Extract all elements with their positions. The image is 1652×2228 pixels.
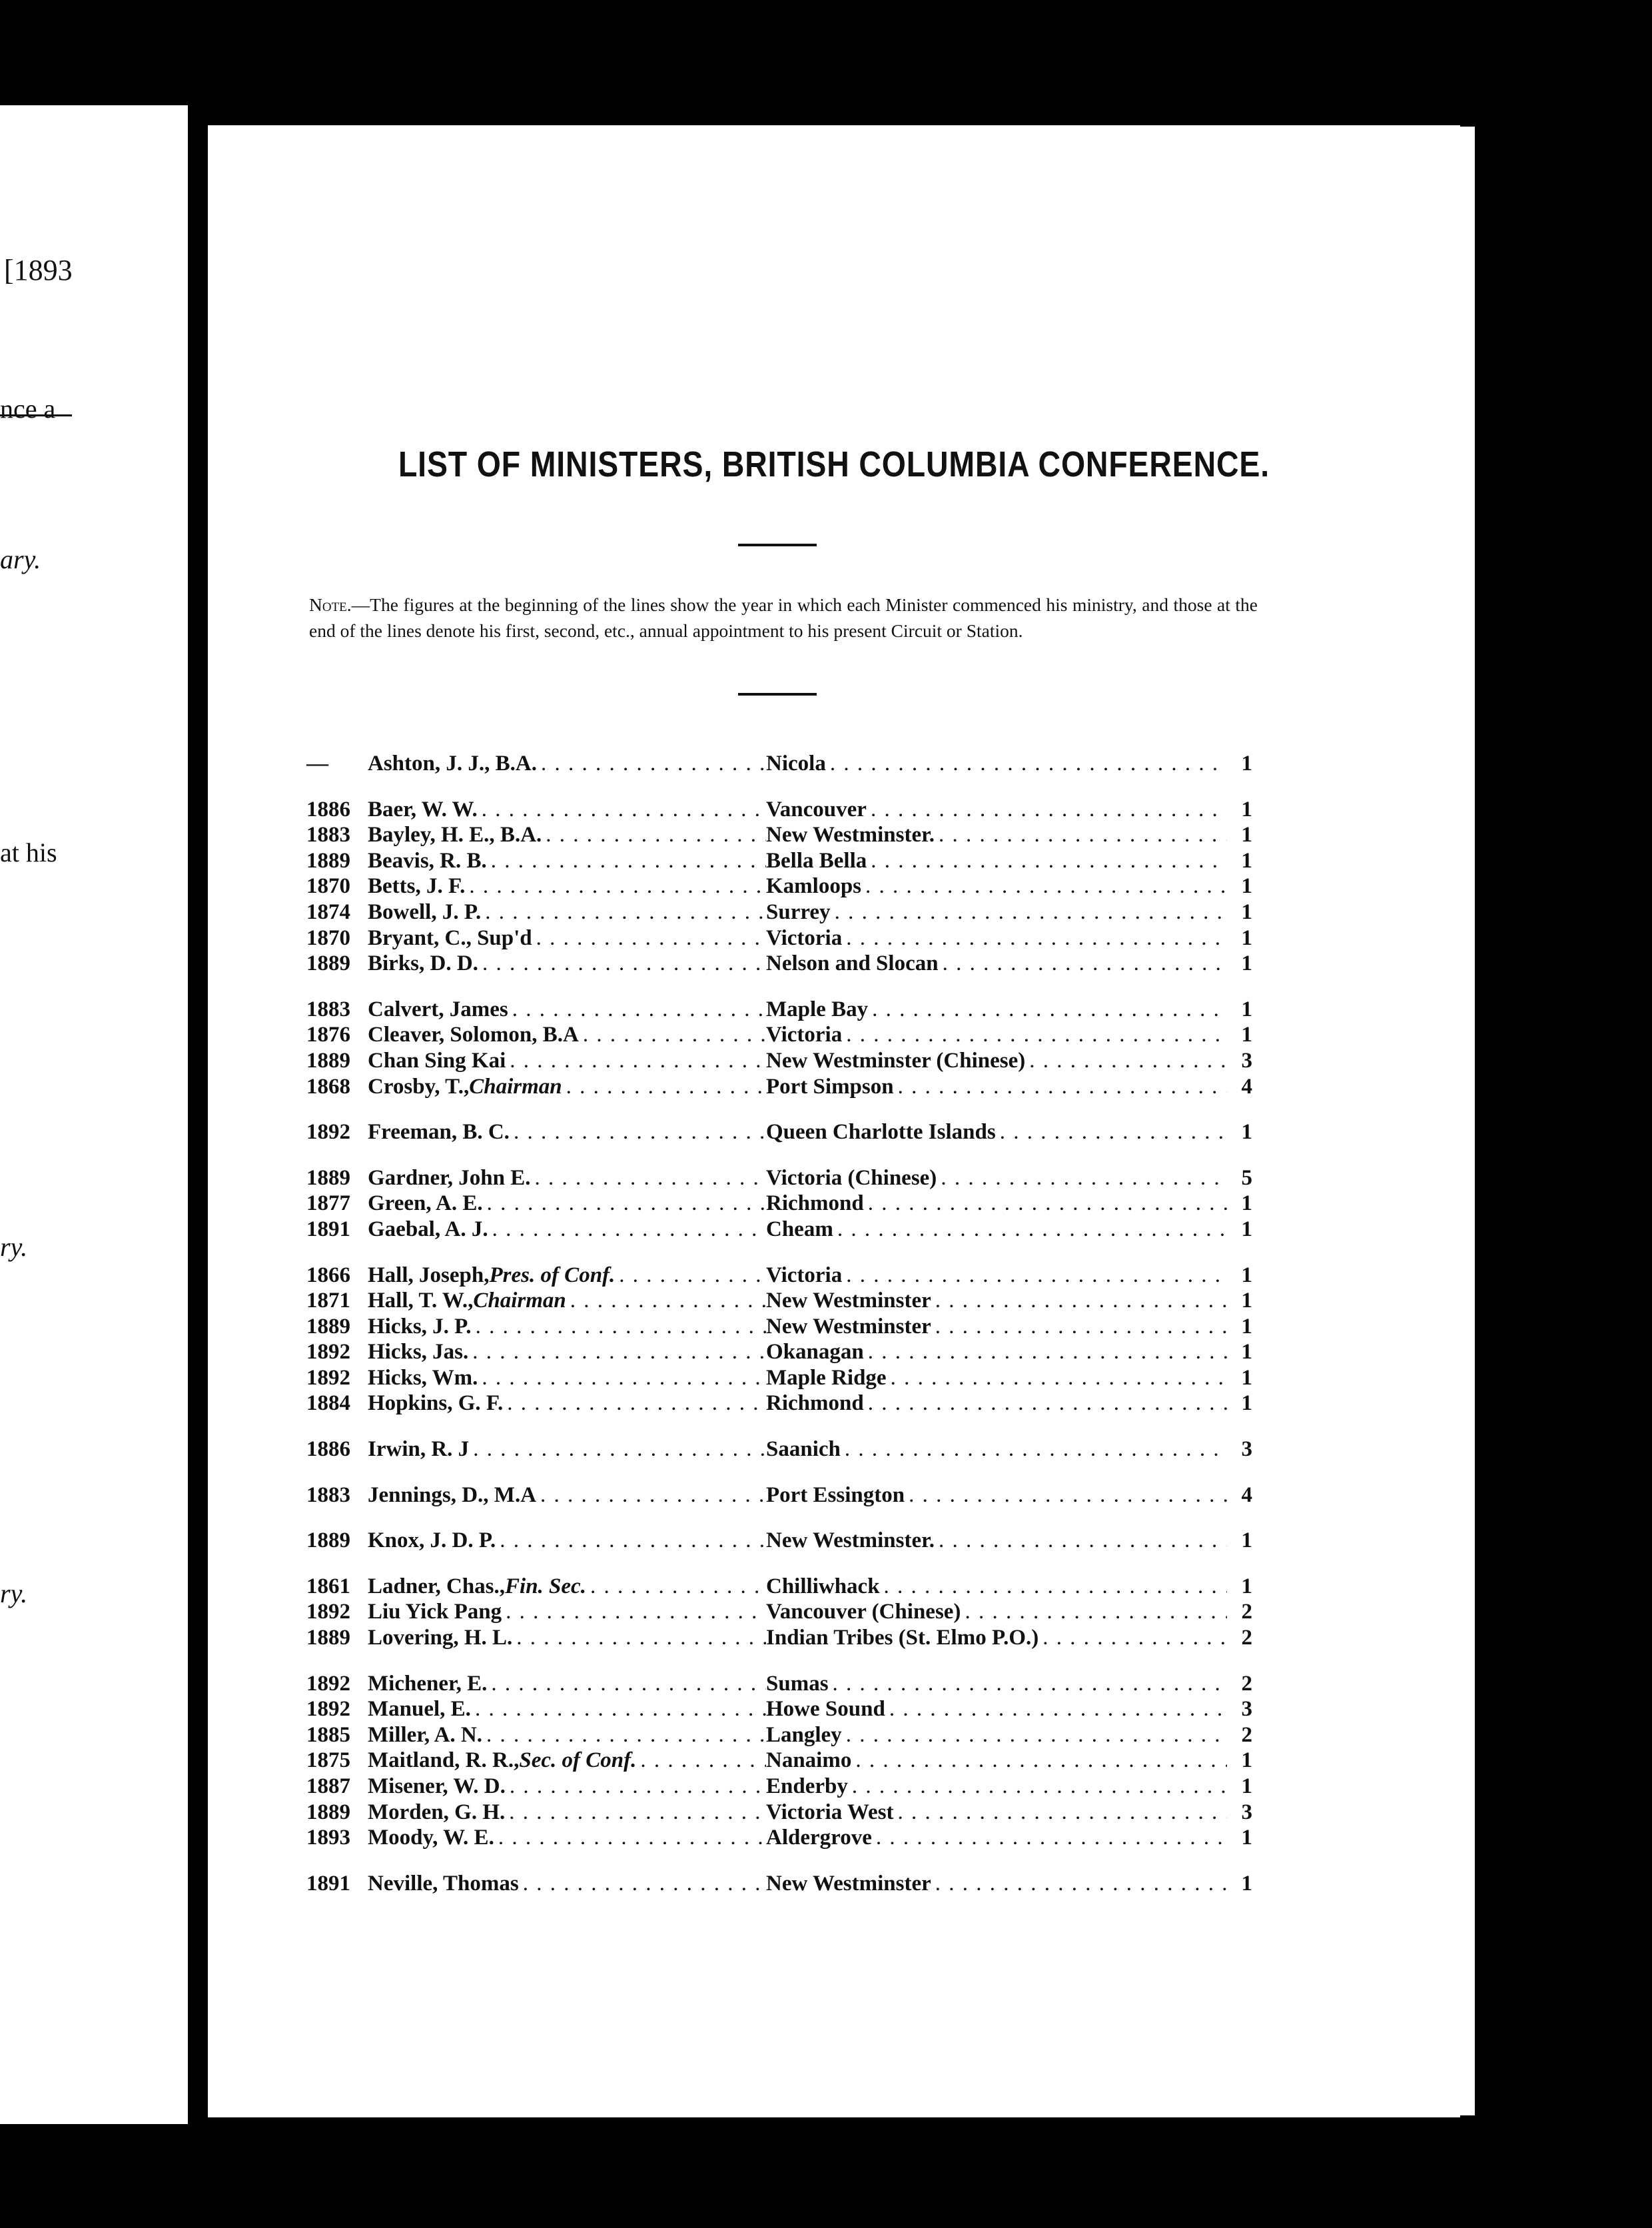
leader-dots [483, 1191, 766, 1216]
minister-name: Bryant, C., Sup'd [368, 925, 532, 950]
start-year: 1885 [306, 1722, 350, 1747]
start-year: — [306, 752, 328, 776]
leader-dots [831, 900, 1227, 925]
minister-row [306, 1340, 1252, 1366]
appointment-count: 1 [1241, 1871, 1252, 1896]
start-year: 1875 [306, 1748, 350, 1773]
fragment-text: at his [0, 837, 57, 867]
appointment-count: 1 [1241, 1217, 1252, 1241]
start-year: 1883 [306, 1482, 350, 1507]
leader-dots [885, 1697, 1227, 1722]
leader-dots [519, 1872, 766, 1896]
station-name: New Westminster. [766, 1528, 935, 1553]
leader-dots [472, 1315, 766, 1339]
divider-rule [738, 544, 817, 546]
start-year: 1889 [306, 1528, 350, 1553]
minister-name: Misener, W. D. [368, 1774, 506, 1798]
leader-dots [508, 997, 766, 1022]
minister-group [306, 798, 1252, 977]
leader-dots [961, 1600, 1227, 1624]
leader-dots [487, 1672, 766, 1696]
minister-row [306, 752, 1252, 778]
minister-name: Manuel, E. [368, 1697, 471, 1722]
station-name: Vancouver [766, 797, 867, 822]
minister-name: Gardner, John E. [368, 1165, 531, 1190]
start-year: 1891 [306, 1871, 350, 1896]
minister-row [306, 926, 1252, 952]
minister-group [306, 1574, 1252, 1652]
start-year: 1876 [306, 1023, 350, 1047]
appointment-count: 1 [1241, 874, 1252, 899]
leader-dots [471, 1697, 766, 1722]
leader-dots [465, 874, 766, 899]
minister-name: Morden, G. H. [368, 1800, 506, 1824]
minister-name: Hopkins, G. F. [368, 1391, 504, 1416]
minister-row [306, 1120, 1252, 1146]
minister-name: Crosby, T., [368, 1074, 470, 1099]
station-name: Victoria (Chinese) [766, 1165, 937, 1190]
station-name: Maple Ridge [766, 1365, 887, 1390]
start-year: 1887 [306, 1774, 350, 1798]
minister-row [306, 1626, 1252, 1652]
leader-dots [864, 1340, 1227, 1365]
start-year: 1892 [306, 1600, 350, 1624]
start-year: 1889 [306, 1165, 350, 1190]
minister-name: Jennings, D., M.A [368, 1482, 537, 1507]
minister-row [306, 1366, 1252, 1392]
leader-dots [478, 1366, 766, 1391]
leader-dots [937, 1166, 1227, 1191]
leader-dots [833, 1217, 1227, 1242]
station-name: Queen Charlotte Islands [766, 1120, 996, 1145]
minister-name: Calvert, James [368, 997, 508, 1021]
leader-dots [506, 1774, 766, 1799]
minister-row [306, 900, 1252, 926]
leader-dots [505, 1800, 766, 1825]
minister-group [306, 1672, 1252, 1852]
station-name: Enderby [766, 1774, 848, 1798]
station-name: Kamloops [766, 874, 862, 899]
station-name: Cheam [766, 1217, 833, 1241]
appointment-count: 1 [1241, 899, 1252, 924]
minister-name: Maitland, R. R., [368, 1748, 520, 1773]
leader-dots [494, 1826, 766, 1850]
minister-name: Bayley, H. E., B.A. [368, 823, 542, 847]
leader-dots [826, 752, 1227, 776]
station-name: Langley [766, 1722, 842, 1747]
minister-name: Baer, W. W. [368, 797, 478, 822]
note-text: —The figures at the beginning of the lines show the year in which each Minister commenced his ministry, and those at the end of the lines denote his first, second, etc., annual appointment to his present Circuit or Station. [309, 594, 1258, 641]
leader-dots [562, 1075, 766, 1099]
station-name: Aldergrove [766, 1826, 872, 1850]
start-year: 1892 [306, 1365, 350, 1390]
appointment-count: 1 [1241, 1023, 1252, 1047]
leader-dots [536, 1483, 766, 1508]
station-name: Richmond [766, 1391, 864, 1416]
start-year: 1883 [306, 823, 350, 847]
leader-dots [996, 1120, 1227, 1145]
leader-dots [848, 1774, 1227, 1799]
minister-row [306, 1574, 1252, 1600]
start-year: 1892 [306, 1671, 350, 1696]
minister-name: Hall, T. W., [368, 1289, 474, 1313]
minister-name: Gaebal, A. J. [368, 1217, 488, 1241]
minister-name: Liu Yick Pang [368, 1600, 502, 1624]
leader-dots [851, 1748, 1227, 1773]
minister-group [306, 752, 1252, 778]
start-year: 1866 [306, 1263, 350, 1287]
leader-dots [532, 926, 766, 951]
minister-role: Chairman [469, 1074, 562, 1099]
leader-dots [894, 1075, 1227, 1099]
minister-row [306, 1437, 1252, 1463]
start-year: 1892 [306, 1697, 350, 1722]
appointment-count: 2 [1241, 1626, 1252, 1650]
fragment-text: nce a [0, 394, 56, 424]
leader-dots [872, 1826, 1227, 1850]
start-year: 1870 [306, 925, 350, 950]
leader-dots [502, 1600, 766, 1624]
appointment-count: 1 [1241, 1289, 1252, 1313]
leader-dots [487, 849, 766, 873]
appointment-count: 1 [1241, 1120, 1252, 1145]
minister-group [306, 1483, 1252, 1509]
appointment-count: 3 [1241, 1437, 1252, 1462]
minister-group [306, 1872, 1252, 1898]
leader-dots [469, 1437, 766, 1462]
minister-role: Sec. of Conf. [519, 1748, 637, 1773]
minister-name: Hicks, Jas. [368, 1340, 469, 1365]
station-name: Victoria [766, 925, 843, 950]
minister-name: Chan Sing Kai [368, 1048, 506, 1073]
leader-dots [841, 1437, 1227, 1462]
appointment-count: 4 [1241, 1074, 1252, 1099]
start-year: 1893 [306, 1826, 350, 1850]
start-year: 1868 [306, 1074, 350, 1099]
appointment-count: 1 [1241, 951, 1252, 976]
minister-name: Lovering, H. L. [368, 1626, 513, 1650]
station-name: New Westminster (Chinese) [766, 1048, 1026, 1073]
station-name: Sumas [766, 1671, 829, 1696]
document-page [208, 125, 1460, 2117]
leader-dots [939, 951, 1227, 976]
minister-row [306, 874, 1252, 900]
page-title: LIST OF MINISTERS, BRITISH COLUMBIA CONFERENCE. [398, 444, 1270, 484]
minister-row [306, 1800, 1252, 1826]
minister-name: Moody, W. E. [368, 1826, 494, 1850]
minister-group [306, 1263, 1252, 1418]
minister-row [306, 1049, 1252, 1075]
leader-dots [880, 1574, 1227, 1599]
minister-row [306, 1075, 1252, 1101]
appointment-count: 1 [1241, 1774, 1252, 1798]
appointment-count: 1 [1241, 1748, 1252, 1773]
leader-dots [481, 900, 766, 925]
station-name: Victoria [766, 1263, 843, 1287]
minister-name: Green, A. E. [368, 1191, 483, 1216]
leader-dots [861, 874, 1227, 899]
leader-dots [887, 1366, 1227, 1391]
minister-role: Fin. Sec. [505, 1574, 586, 1598]
station-name: Port Essington [766, 1482, 905, 1507]
minister-group [306, 997, 1252, 1100]
leader-dots [864, 1391, 1227, 1416]
appointment-count: 1 [1241, 1365, 1252, 1390]
minister-name: Hall, Joseph, [368, 1263, 490, 1287]
minister-list [306, 752, 1252, 1917]
appointment-count: 1 [1241, 1314, 1252, 1339]
leader-dots [842, 1023, 1227, 1047]
leader-dots [864, 1191, 1227, 1216]
appointment-count: 2 [1241, 1600, 1252, 1624]
minister-row [306, 997, 1252, 1023]
minister-name: Ashton, J. J., B.A. [368, 752, 537, 776]
leader-dots [468, 1340, 766, 1365]
minister-name: Birks, D. D. [368, 951, 478, 976]
leader-dots [868, 997, 1227, 1022]
station-name: New Westminster [766, 1871, 931, 1896]
leader-dots [510, 1120, 766, 1145]
appointment-count: 4 [1241, 1482, 1252, 1507]
leader-dots [842, 926, 1227, 951]
leader-dots [905, 1483, 1227, 1508]
minister-row [306, 1872, 1252, 1898]
leader-dots [867, 798, 1227, 822]
minister-role: Chairman [473, 1289, 566, 1313]
leader-dots [636, 1748, 766, 1773]
minister-row [306, 1600, 1252, 1626]
fragment-text: ry. [0, 1232, 28, 1262]
leader-dots [935, 823, 1227, 847]
leader-dots [579, 1023, 766, 1047]
minister-name: Bowell, J. P. [368, 899, 482, 924]
minister-name: Freeman, B. C. [368, 1120, 510, 1145]
minister-row [306, 1289, 1252, 1315]
minister-row [306, 1697, 1252, 1723]
minister-row [306, 1263, 1252, 1289]
minister-row [306, 823, 1252, 849]
minister-row [306, 849, 1252, 875]
appointment-count: 3 [1241, 1800, 1252, 1824]
start-year: 1889 [306, 1314, 350, 1339]
start-year: 1877 [306, 1191, 350, 1216]
start-year: 1861 [306, 1574, 350, 1598]
leader-dots [478, 951, 766, 976]
station-name: New Westminster [766, 1314, 931, 1339]
minister-row [306, 1774, 1252, 1800]
leader-dots [615, 1263, 766, 1288]
station-name: Nanaimo [766, 1748, 852, 1773]
start-year: 1886 [306, 1437, 350, 1462]
leader-dots [894, 1800, 1227, 1825]
minister-name: Miller, A. N. [368, 1722, 483, 1747]
leader-dots [482, 1723, 766, 1748]
appointment-count: 1 [1241, 1391, 1252, 1416]
leader-dots [829, 1672, 1227, 1696]
minister-group [306, 1120, 1252, 1146]
minister-row [306, 1023, 1252, 1049]
minister-name: Betts, J. F. [368, 874, 466, 899]
minister-row [306, 798, 1252, 824]
start-year: 1883 [306, 997, 350, 1021]
station-name: Indian Tribes (St. Elmo P.O.) [766, 1626, 1039, 1650]
appointment-count: 1 [1241, 997, 1252, 1021]
minister-row [306, 1217, 1252, 1243]
leader-dots [537, 752, 766, 776]
appointment-count: 1 [1241, 1263, 1252, 1287]
leader-dots [542, 823, 766, 847]
leader-dots [931, 1872, 1227, 1896]
leader-dots [488, 1217, 766, 1242]
fragment-text: ry. [0, 1578, 28, 1608]
start-year: 1874 [306, 899, 350, 924]
station-name: Port Simpson [766, 1074, 894, 1099]
leader-dots [842, 1723, 1227, 1748]
appointment-count: 1 [1241, 1191, 1252, 1216]
start-year: 1886 [306, 797, 350, 822]
leader-dots [1025, 1049, 1227, 1073]
minister-row [306, 1723, 1252, 1749]
minister-row [306, 1391, 1252, 1417]
start-year: 1889 [306, 951, 350, 976]
station-name: Victoria West [766, 1800, 894, 1824]
appointment-count: 2 [1241, 1671, 1252, 1696]
minister-row [306, 1315, 1252, 1341]
divider-rule [738, 693, 817, 696]
minister-role: Pres. of Conf. [489, 1263, 616, 1287]
appointment-count: 3 [1241, 1048, 1252, 1073]
minister-name: Ladner, Chas., [368, 1574, 506, 1598]
minister-row [306, 1528, 1252, 1554]
leader-dots [566, 1289, 766, 1313]
appointment-count: 1 [1241, 1340, 1252, 1365]
start-year: 1884 [306, 1391, 350, 1416]
leader-dots [531, 1166, 766, 1191]
minister-name: Cleaver, Solomon, B.A [368, 1023, 579, 1047]
leader-dots [935, 1528, 1227, 1553]
appointment-count: 3 [1241, 1697, 1252, 1722]
station-name: Vancouver (Chinese) [766, 1600, 961, 1624]
start-year: 1889 [306, 1626, 350, 1650]
station-name: Chilliwhack [766, 1574, 880, 1598]
appointment-count: 1 [1241, 752, 1252, 776]
fragment-text: ary. [0, 544, 41, 574]
minister-name: Irwin, R. J [368, 1437, 470, 1462]
minister-name: Hicks, Wm. [368, 1365, 478, 1390]
leader-dots [506, 1049, 766, 1073]
start-year: 1871 [306, 1289, 350, 1313]
appointment-count: 1 [1241, 797, 1252, 822]
appointment-count: 1 [1241, 1826, 1252, 1850]
minister-row [306, 1672, 1252, 1698]
appointment-count: 1 [1241, 925, 1252, 950]
leader-dots [867, 849, 1227, 873]
leader-dots [842, 1263, 1227, 1288]
minister-name: Beavis, R. B. [368, 848, 487, 873]
minister-row [306, 1483, 1252, 1509]
appointment-count: 1 [1241, 1574, 1252, 1598]
leader-dots [478, 798, 766, 822]
station-name: Nicola [766, 752, 826, 776]
start-year: 1889 [306, 1048, 350, 1073]
start-year: 1889 [306, 848, 350, 873]
leader-dots [586, 1574, 766, 1599]
station-name: Richmond [766, 1191, 864, 1216]
minister-row [306, 1191, 1252, 1217]
minister-name: Hicks, J. P. [368, 1314, 472, 1339]
appointment-count: 1 [1241, 823, 1252, 847]
station-name: Victoria [766, 1023, 843, 1047]
start-year: 1870 [306, 874, 350, 899]
station-name: Okanagan [766, 1340, 864, 1365]
minister-group [306, 1528, 1252, 1554]
appointment-count: 1 [1241, 848, 1252, 873]
note-lead: Note. [309, 594, 352, 615]
leader-dots [512, 1626, 766, 1650]
leader-dots [1038, 1626, 1227, 1650]
appointment-count: 2 [1241, 1722, 1252, 1747]
running-year: [1893 [4, 254, 73, 286]
minister-group [306, 1166, 1252, 1243]
leader-dots [931, 1315, 1227, 1339]
station-name: Surrey [766, 899, 831, 924]
station-name: Maple Bay [766, 997, 869, 1021]
minister-group [306, 1437, 1252, 1463]
station-name: Nelson and Slocan [766, 951, 939, 976]
previous-page-fragment [0, 105, 188, 2124]
station-name: New Westminster. [766, 823, 935, 847]
appointment-count: 5 [1241, 1165, 1252, 1190]
minister-name: Michener, E. [368, 1671, 488, 1696]
station-name: Howe Sound [766, 1697, 885, 1722]
station-name: New Westminster [766, 1289, 931, 1313]
leader-dots [496, 1528, 766, 1553]
start-year: 1891 [306, 1217, 350, 1241]
start-year: 1889 [306, 1800, 350, 1824]
leader-dots [931, 1289, 1227, 1313]
minister-name: Neville, Thomas [368, 1871, 519, 1896]
minister-name: Knox, J. D. P. [368, 1528, 496, 1553]
appointment-count: 1 [1241, 1528, 1252, 1553]
start-year: 1892 [306, 1120, 350, 1145]
start-year: 1892 [306, 1340, 350, 1365]
leader-dots [503, 1391, 766, 1416]
minister-row [306, 951, 1252, 977]
minister-row [306, 1826, 1252, 1852]
minister-row [306, 1166, 1252, 1192]
minister-row [306, 1748, 1252, 1774]
page-edge [1460, 127, 1475, 2115]
station-name: Bella Bella [766, 848, 867, 873]
station-name: Saanich [766, 1437, 841, 1462]
note-paragraph [309, 592, 1258, 644]
